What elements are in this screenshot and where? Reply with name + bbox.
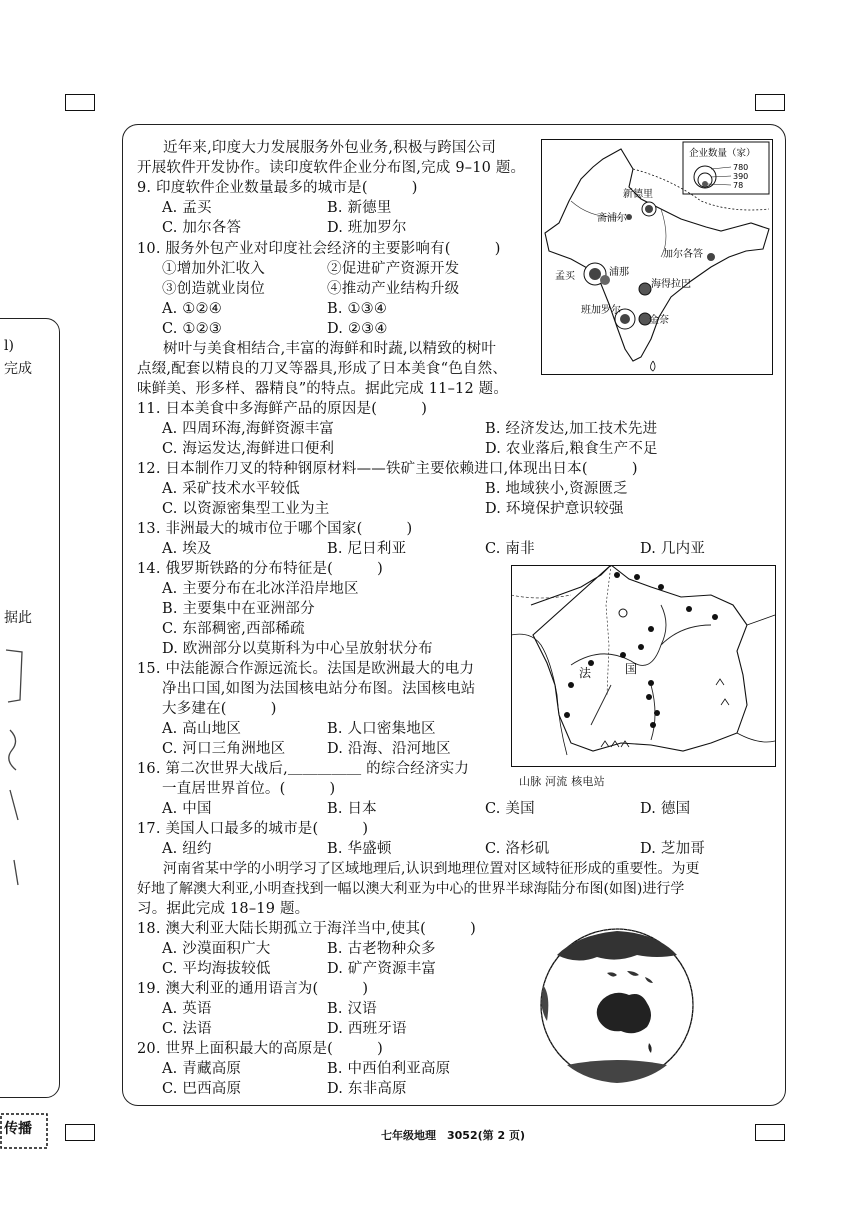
france-label-guo: 国 [625, 662, 638, 676]
passage-india-1: 近年来,印度大力发展服务外包业务,积极与跨国公司 [163, 140, 497, 156]
q12-option-a: A. 采矿技术水平较低 [162, 481, 300, 497]
passage-japan-3: 味鲜美、形多样、器精良”的特点。据此完成 11–12 题。 [137, 381, 509, 397]
passage-australia-1: 河南省某中学的小明学习了区域地理后,认识到地理位置对区域特征形成的重要性。为更 [163, 861, 700, 877]
q13-option-b: B. 尼日利亚 [327, 541, 407, 557]
q15-option-c: C. 河口三角洲地区 [162, 741, 286, 757]
corner-box-bottom-left [65, 1124, 95, 1141]
q9-option-d: D. 班加罗尔 [327, 220, 407, 236]
q14-option-a: A. 主要分布在北冰洋沿岸地区 [162, 581, 359, 597]
q10-option-b: B. ①③④ [327, 301, 388, 317]
q10-option-d: D. ②③④ [327, 321, 388, 337]
side-scribble [0, 640, 40, 890]
city-label-newdelhi: 新德里 [623, 189, 653, 200]
q10-option-a: A. ①②④ [162, 301, 222, 317]
q10-statement-3: ③创造就业岗位 [162, 281, 265, 297]
passage-japan-2: 点缀,配套以精良的刀叉等器具,形成了日本美食“色自然、 [137, 361, 508, 377]
city-label-chennai: 金奈 [649, 315, 669, 326]
corner-box-top-left [65, 94, 95, 111]
legend-value-780: 780 [733, 163, 749, 172]
france-nuclear-map [511, 565, 776, 767]
corner-box-bottom-right [755, 1124, 785, 1141]
q19-option-d: D. 西班牙语 [327, 1021, 407, 1037]
q20-option-a: A. 青藏高原 [162, 1061, 242, 1077]
q9-option-c: C. 加尔各答 [162, 220, 242, 236]
legend-value-390: 390 [733, 172, 749, 181]
q11-option-b: B. 经济发达,加工技术先进 [485, 421, 658, 437]
corner-box-top-right [755, 94, 785, 111]
q17-option-a: A. 纽约 [162, 841, 212, 857]
q15-option-a: A. 高山地区 [162, 721, 242, 737]
passage-australia-3: 习。据此完成 18–19 题。 [137, 901, 310, 917]
australia-hemisphere-globe [537, 925, 697, 1085]
q10-statement-4: ④推动产业结构升级 [327, 281, 460, 297]
q20-option-c: C. 巴西高原 [162, 1081, 242, 1097]
question-10: 10. 服务外包产业对印度社会经济的主要影响有( ) [137, 241, 501, 257]
q14-option-c: C. 东部稠密,西部稀疏 [162, 621, 305, 637]
q20-option-b: B. 中西伯利亚高原 [327, 1061, 451, 1077]
question-12: 12. 日本制作刀叉的特种钢原材料——铁矿主要依赖进口,体现出日本( ) [137, 461, 638, 477]
city-label-jaipur: 斋浦尔 [597, 213, 627, 224]
passage-australia-2: 好地了解澳大利亚,小明查找到一幅以澳大利亚为中心的世界半球海陆分布图(如图)进行学 [137, 881, 685, 897]
q12-option-c: C. 以资源密集型工业为主 [162, 501, 330, 517]
city-label-mumbai: 孟买 [555, 271, 575, 282]
q15-option-d: D. 沿海、沿河地区 [327, 741, 451, 757]
q9-option-a: A. 孟买 [162, 200, 212, 216]
q11-option-c: C. 海运发达,海鲜进口便利 [162, 441, 335, 457]
q9-option-b: B. 新德里 [327, 200, 392, 216]
question-11: 11. 日本美食中多海鲜产品的原因是( ) [137, 401, 428, 417]
q14-option-b: B. 主要集中在亚洲部分 [162, 601, 315, 617]
q17-option-d: D. 芝加哥 [640, 841, 706, 857]
australia-landmass [597, 993, 651, 1034]
question-20: 20. 世界上面积最大的高原是( ) [137, 1041, 383, 1057]
question-9: 9. 印度软件企业数量最多的城市是( ) [137, 180, 418, 196]
q16-option-d: D. 德国 [640, 801, 691, 817]
side-label-complete: 完成 [4, 361, 32, 377]
side-label-accordingly: 据此 [4, 610, 32, 626]
question-15-line2: 净出口国,如图为法国核电站分布图。法国核电站 [162, 681, 476, 697]
city-label-pune: 浦那 [609, 267, 629, 278]
q16-option-b: B. 日本 [327, 801, 377, 817]
q11-option-a: A. 四周环海,海鲜资源丰富 [162, 421, 335, 437]
q18-option-a: A. 沙漠面积广大 [162, 941, 271, 957]
city-dot-hyderabad [639, 283, 651, 295]
question-15-line1: 15. 中法能源合作源远流长。法国是欧洲最大的电力 [137, 661, 475, 677]
question-16-line2: 一直居世界首位。( ) [162, 781, 336, 797]
france-label-fa: 法 [579, 666, 592, 680]
q16-option-c: C. 美国 [485, 801, 535, 817]
question-14: 14. 俄罗斯铁路的分布特征是( ) [137, 561, 383, 577]
q10-statement-1: ①增加外汇收入 [162, 261, 265, 277]
city-label-bangalore: 班加罗尔 [581, 305, 621, 316]
city-label-kolkata: 加尔各答 [663, 249, 703, 260]
passage-japan-1: 树叶与美食相结合,丰富的海鲜和时蔬,以精致的树叶 [163, 341, 497, 357]
side-label-spread: 传播 [4, 1121, 32, 1137]
q18-option-d: D. 矿产资源丰富 [327, 961, 437, 977]
q17-option-c: C. 洛杉矶 [485, 841, 550, 857]
city-label-hyderabad: 海得拉巴 [651, 279, 691, 290]
q17-option-b: B. 华盛顿 [327, 841, 392, 857]
q13-option-a: A. 埃及 [162, 541, 212, 557]
france-map-legend: 山脉 河流 核电站 [519, 775, 605, 788]
q11-option-d: D. 农业落后,粮食生产不足 [485, 441, 658, 457]
question-13: 13. 非洲最大的城市位于哪个国家( ) [137, 521, 413, 537]
q13-option-c: C. 南非 [485, 541, 535, 557]
q19-option-b: B. 汉语 [327, 1001, 377, 1017]
q10-statement-2: ②促进矿产资源开发 [327, 261, 460, 277]
passage-india-2: 开展软件开发协作。读印度软件企业分布图,完成 9–10 题。 [137, 160, 526, 176]
q10-option-c: C. ①②③ [162, 321, 222, 337]
q18-option-b: B. 古老物种众多 [327, 941, 436, 957]
india-software-map [541, 139, 773, 375]
q19-option-a: A. 英语 [162, 1001, 212, 1017]
city-dot-kolkata [707, 253, 715, 261]
q13-option-d: D. 几内亚 [640, 541, 706, 557]
legend-title: 企业数量（家） [689, 148, 756, 159]
q15-option-b: B. 人口密集地区 [327, 721, 436, 737]
question-18: 18. 澳大利亚大陆长期孤立于海洋当中,使其( ) [137, 921, 476, 937]
q12-option-b: B. 地域狭小,资源匮乏 [485, 481, 628, 497]
page-footer: 七年级地理 3052(第 2 页) [381, 1129, 525, 1142]
question-15-line3: 大多建在( ) [162, 701, 277, 717]
question-17: 17. 美国人口最多的城市是( ) [137, 821, 369, 837]
question-16-line1: 16. 第二次世界大战后,＿＿＿＿＿ 的综合经济实力 [137, 761, 470, 777]
q18-option-c: C. 平均海拔较低 [162, 961, 271, 977]
q12-option-d: D. 环境保护意识较强 [485, 501, 624, 517]
q16-option-a: A. 中国 [162, 801, 212, 817]
q20-option-d: D. 东非高原 [327, 1081, 407, 1097]
legend-value-78: 78 [733, 181, 744, 190]
q19-option-c: C. 法语 [162, 1021, 212, 1037]
q14-option-d: D. 欧洲部分以莫斯科为中心呈放射状分布 [162, 641, 433, 657]
question-19: 19. 澳大利亚的通用语言为( ) [137, 981, 369, 997]
side-label-paren: l) [4, 338, 14, 354]
